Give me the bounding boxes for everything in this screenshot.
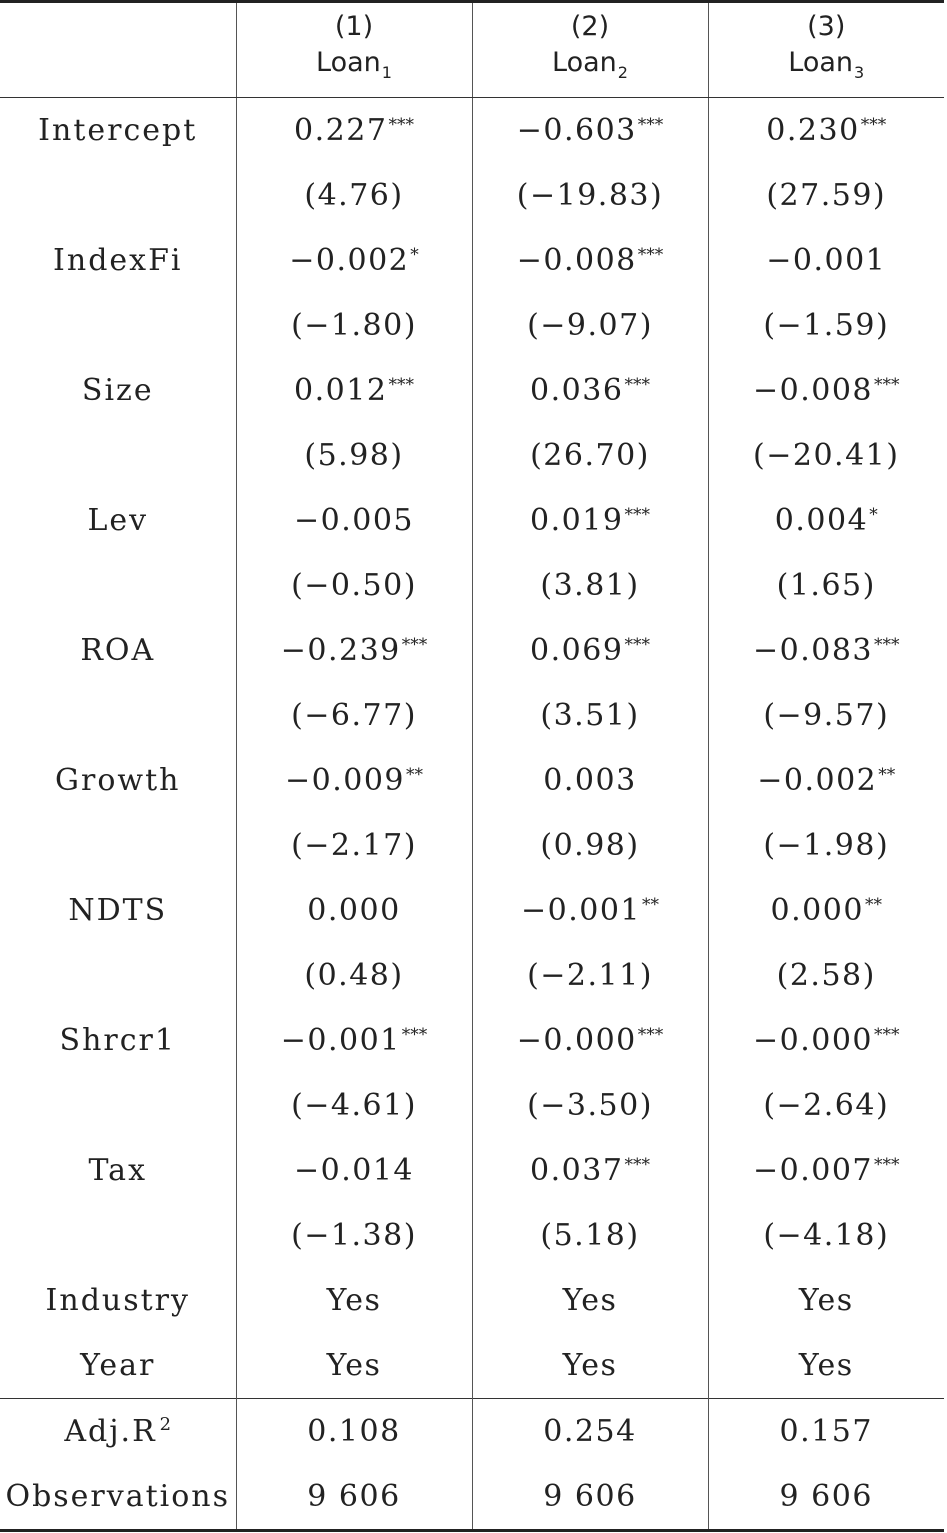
cell-value: 0.037 xyxy=(530,1153,624,1188)
table-row xyxy=(0,1008,944,1073)
cell-value: (−2.64) xyxy=(763,1088,890,1123)
significance-stars: *** xyxy=(401,635,428,655)
table-cell xyxy=(472,943,708,1008)
table-cell xyxy=(708,1464,944,1531)
cell-value: (−1.98) xyxy=(763,828,890,863)
cell-value: Yes xyxy=(326,1348,382,1383)
table-cell xyxy=(236,553,472,618)
cell-value: −0.014 xyxy=(293,1153,415,1188)
column-title xyxy=(237,45,472,91)
significance-stars: *** xyxy=(624,505,650,525)
table-cell xyxy=(472,683,708,748)
cell-value: (5.98) xyxy=(304,438,404,473)
cell-value: −0.002 xyxy=(757,763,878,798)
cell-value: (−19.83) xyxy=(516,178,664,213)
table-cell xyxy=(472,1333,708,1399)
significance-stars: *** xyxy=(874,635,900,655)
significance-stars: ** xyxy=(406,765,424,785)
table-cell xyxy=(708,1268,944,1333)
header-empty-cell xyxy=(0,2,236,98)
cell-value: 0.004 xyxy=(774,503,869,538)
table-cell xyxy=(236,98,472,164)
significance-stars: ** xyxy=(878,765,896,785)
cell-value: 0.000 xyxy=(770,893,864,928)
cell-value: 0.069 xyxy=(530,633,624,668)
cell-value: (26.70) xyxy=(530,438,650,473)
column-name: Loan xyxy=(788,47,854,78)
table-cell xyxy=(708,683,944,748)
row-label xyxy=(0,813,236,878)
significance-stars: *** xyxy=(637,1025,664,1045)
cell-value: 9 606 xyxy=(307,1479,401,1514)
cell-value: 0.019 xyxy=(530,503,624,538)
table-cell xyxy=(236,1333,472,1399)
table-cell xyxy=(708,163,944,228)
column-subscript: 2 xyxy=(617,63,628,82)
row-label xyxy=(0,943,236,1008)
table-body xyxy=(0,98,944,1531)
cell-value: (5.18) xyxy=(540,1218,640,1253)
table-cell xyxy=(472,1399,708,1465)
table-cell xyxy=(236,358,472,423)
table-cell xyxy=(236,683,472,748)
table-cell xyxy=(708,1138,944,1203)
cell-value: 0.254 xyxy=(543,1414,637,1449)
table-row xyxy=(0,553,944,618)
cell-value: 0.157 xyxy=(779,1414,873,1449)
column-title xyxy=(709,45,945,91)
cell-value: 0.003 xyxy=(543,763,637,798)
cell-value: (1.65) xyxy=(776,568,876,603)
table-cell xyxy=(236,943,472,1008)
significance-stars: *** xyxy=(637,245,664,265)
column-number: (1) xyxy=(334,11,374,42)
table-cell xyxy=(472,163,708,228)
table-cell xyxy=(472,1268,708,1333)
cell-value: (−1.59) xyxy=(763,308,890,343)
table-cell xyxy=(708,98,944,164)
table-cell xyxy=(708,293,944,358)
table-cell xyxy=(236,1464,472,1531)
significance-stars: *** xyxy=(624,375,650,395)
cell-value: −0.001 xyxy=(280,1023,401,1058)
row-label: Growth xyxy=(55,763,181,798)
column-number: (2) xyxy=(570,11,610,42)
stats-row xyxy=(0,1464,944,1531)
stats-label-cell xyxy=(0,1399,236,1465)
table-row xyxy=(0,878,944,943)
cell-value: −0.009 xyxy=(284,763,406,798)
table-row xyxy=(0,748,944,813)
table-row xyxy=(0,1138,944,1203)
cell-value: (−4.61) xyxy=(291,1088,417,1123)
cell-value: (0.98) xyxy=(540,828,640,863)
row-label xyxy=(0,293,236,358)
cell-value: 0.227 xyxy=(294,113,388,148)
cell-value: (−9.07) xyxy=(527,308,653,343)
table-cell xyxy=(236,1203,472,1268)
table-row xyxy=(0,618,944,683)
row-label: Year xyxy=(80,1348,156,1383)
cell-value: (−9.57) xyxy=(763,698,890,733)
cell-value: 9 606 xyxy=(779,1479,873,1514)
table-cell xyxy=(472,1464,708,1531)
row-label: Adj.R xyxy=(64,1414,157,1449)
cell-value: (−0.50) xyxy=(291,568,417,603)
cell-value: −0.000 xyxy=(516,1023,637,1058)
column-name: Loan xyxy=(316,47,381,78)
significance-stars: *** xyxy=(401,1025,428,1045)
row-label xyxy=(0,1203,236,1268)
cell-value: (−2.11) xyxy=(527,958,653,993)
label-superscript: 2 xyxy=(159,1414,172,1435)
table-cell xyxy=(236,423,472,488)
table-cell xyxy=(472,748,708,813)
table-cell xyxy=(472,553,708,618)
row-label: Lev xyxy=(87,503,149,538)
table-cell xyxy=(472,423,708,488)
table-cell xyxy=(708,1073,944,1138)
cell-value: 0.000 xyxy=(307,893,401,928)
cell-value: (−20.41) xyxy=(753,438,900,473)
table-cell xyxy=(708,358,944,423)
cell-value: (−4.18) xyxy=(763,1218,890,1253)
column-title xyxy=(473,45,708,91)
table-row xyxy=(0,1203,944,1268)
table-cell xyxy=(472,1203,708,1268)
table-cell xyxy=(236,488,472,553)
table-cell xyxy=(472,813,708,878)
cell-value: (3.81) xyxy=(540,568,640,603)
row-label: Intercept xyxy=(38,113,198,148)
significance-stars: *** xyxy=(874,1025,900,1045)
table-cell xyxy=(708,878,944,943)
table-cell xyxy=(472,358,708,423)
table-cell xyxy=(708,488,944,553)
cell-value: 0.108 xyxy=(307,1414,401,1449)
column-subscript: 1 xyxy=(381,63,392,82)
table-row xyxy=(0,163,944,228)
header-row xyxy=(0,2,944,98)
cell-value: −0.239 xyxy=(280,633,401,668)
row-label xyxy=(0,1073,236,1138)
row-label: Size xyxy=(81,373,154,408)
table-row xyxy=(0,1268,944,1333)
cell-value: (−3.50) xyxy=(527,1088,653,1123)
cell-value: 0.230 xyxy=(766,113,860,148)
row-label: Tax xyxy=(88,1153,147,1188)
significance-stars: ** xyxy=(864,895,882,915)
table-cell xyxy=(236,1008,472,1073)
table-cell xyxy=(708,1333,944,1399)
cell-value: Yes xyxy=(326,1283,382,1318)
significance-stars: *** xyxy=(874,1155,900,1175)
cell-value: −0.083 xyxy=(752,633,874,668)
table-header xyxy=(0,2,944,98)
significance-stars: *** xyxy=(624,635,650,655)
row-label: ROA xyxy=(80,633,156,668)
column-header-3 xyxy=(708,2,944,98)
table-row xyxy=(0,228,944,293)
cell-value: 0.012 xyxy=(294,373,388,408)
table-cell xyxy=(708,943,944,1008)
table-row xyxy=(0,683,944,748)
cell-value: (−1.80) xyxy=(291,308,417,343)
table-row xyxy=(0,358,944,423)
significance-stars: *** xyxy=(860,115,887,135)
significance-stars: *** xyxy=(874,375,900,395)
cell-value: (−2.17) xyxy=(291,828,417,863)
table-cell xyxy=(708,1399,944,1465)
table-cell xyxy=(472,488,708,553)
cell-value: Yes xyxy=(562,1348,618,1383)
table-cell xyxy=(236,1399,472,1465)
table-cell xyxy=(708,423,944,488)
significance-stars: * xyxy=(869,505,878,525)
cell-value: −0.007 xyxy=(752,1153,874,1188)
row-label: NDTS xyxy=(68,893,168,928)
cell-value: Yes xyxy=(798,1348,854,1383)
table-cell xyxy=(708,813,944,878)
cell-value: 9 606 xyxy=(543,1479,637,1514)
cell-value: (4.76) xyxy=(304,178,404,213)
significance-stars: *** xyxy=(388,115,414,135)
table-cell xyxy=(472,618,708,683)
row-label: Industry xyxy=(45,1283,190,1318)
table-row xyxy=(0,1073,944,1138)
table-cell xyxy=(708,1008,944,1073)
column-number: (3) xyxy=(807,11,846,42)
table-cell xyxy=(236,228,472,293)
column-header-2 xyxy=(472,2,708,98)
cell-value: (−1.38) xyxy=(291,1218,417,1253)
cell-value: (3.51) xyxy=(540,698,640,733)
table-row xyxy=(0,943,944,1008)
cell-value: 0.036 xyxy=(530,373,624,408)
cell-value: (−6.77) xyxy=(291,698,417,733)
significance-stars: *** xyxy=(388,375,414,395)
table-cell xyxy=(236,1138,472,1203)
cell-value: (27.59) xyxy=(766,178,887,213)
stats-label-cell xyxy=(0,1464,236,1531)
cell-value: −0.001 xyxy=(766,243,887,278)
table-cell xyxy=(236,748,472,813)
table-cell xyxy=(472,1008,708,1073)
table-cell xyxy=(472,878,708,943)
row-label xyxy=(0,423,236,488)
table-cell xyxy=(236,813,472,878)
cell-value: −0.603 xyxy=(516,113,637,148)
table-cell xyxy=(708,1203,944,1268)
cell-value: −0.001 xyxy=(520,893,642,928)
cell-value: −0.008 xyxy=(752,373,874,408)
significance-stars: *** xyxy=(624,1155,650,1175)
table-cell xyxy=(708,228,944,293)
table-row xyxy=(0,1333,944,1399)
cell-value: −0.005 xyxy=(293,503,415,538)
table-cell xyxy=(708,553,944,618)
column-header-1 xyxy=(236,2,472,98)
table-cell xyxy=(236,163,472,228)
table-cell xyxy=(236,1073,472,1138)
row-label: Observations xyxy=(5,1479,231,1514)
table-cell xyxy=(472,293,708,358)
table-cell xyxy=(236,618,472,683)
table-cell xyxy=(472,228,708,293)
table-row xyxy=(0,293,944,358)
table-cell xyxy=(708,618,944,683)
row-label xyxy=(0,683,236,748)
table-row xyxy=(0,98,944,164)
row-label: Shrcr1 xyxy=(59,1023,176,1058)
table-row xyxy=(0,423,944,488)
cell-value: −0.002 xyxy=(289,243,410,278)
table-cell xyxy=(472,1073,708,1138)
cell-value: Yes xyxy=(798,1283,854,1318)
table-cell xyxy=(472,1138,708,1203)
significance-stars: ** xyxy=(642,895,660,915)
table-row xyxy=(0,813,944,878)
table-cell xyxy=(236,293,472,358)
table-cell xyxy=(236,1268,472,1333)
cell-value: −0.008 xyxy=(516,243,637,278)
cell-value: Yes xyxy=(562,1283,618,1318)
table-cell xyxy=(708,748,944,813)
significance-stars: * xyxy=(410,245,419,265)
table-cell xyxy=(472,98,708,164)
column-name: Loan xyxy=(552,47,617,78)
table-row xyxy=(0,488,944,553)
cell-value: (2.58) xyxy=(776,958,876,993)
table-cell xyxy=(236,878,472,943)
row-label: IndexFi xyxy=(53,243,183,278)
row-label xyxy=(0,553,236,618)
stats-row xyxy=(0,1399,944,1465)
column-subscript: 3 xyxy=(854,63,865,82)
cell-value: −0.000 xyxy=(752,1023,874,1058)
row-label xyxy=(0,163,236,228)
significance-stars: *** xyxy=(637,115,664,135)
cell-value: (0.48) xyxy=(304,958,404,993)
